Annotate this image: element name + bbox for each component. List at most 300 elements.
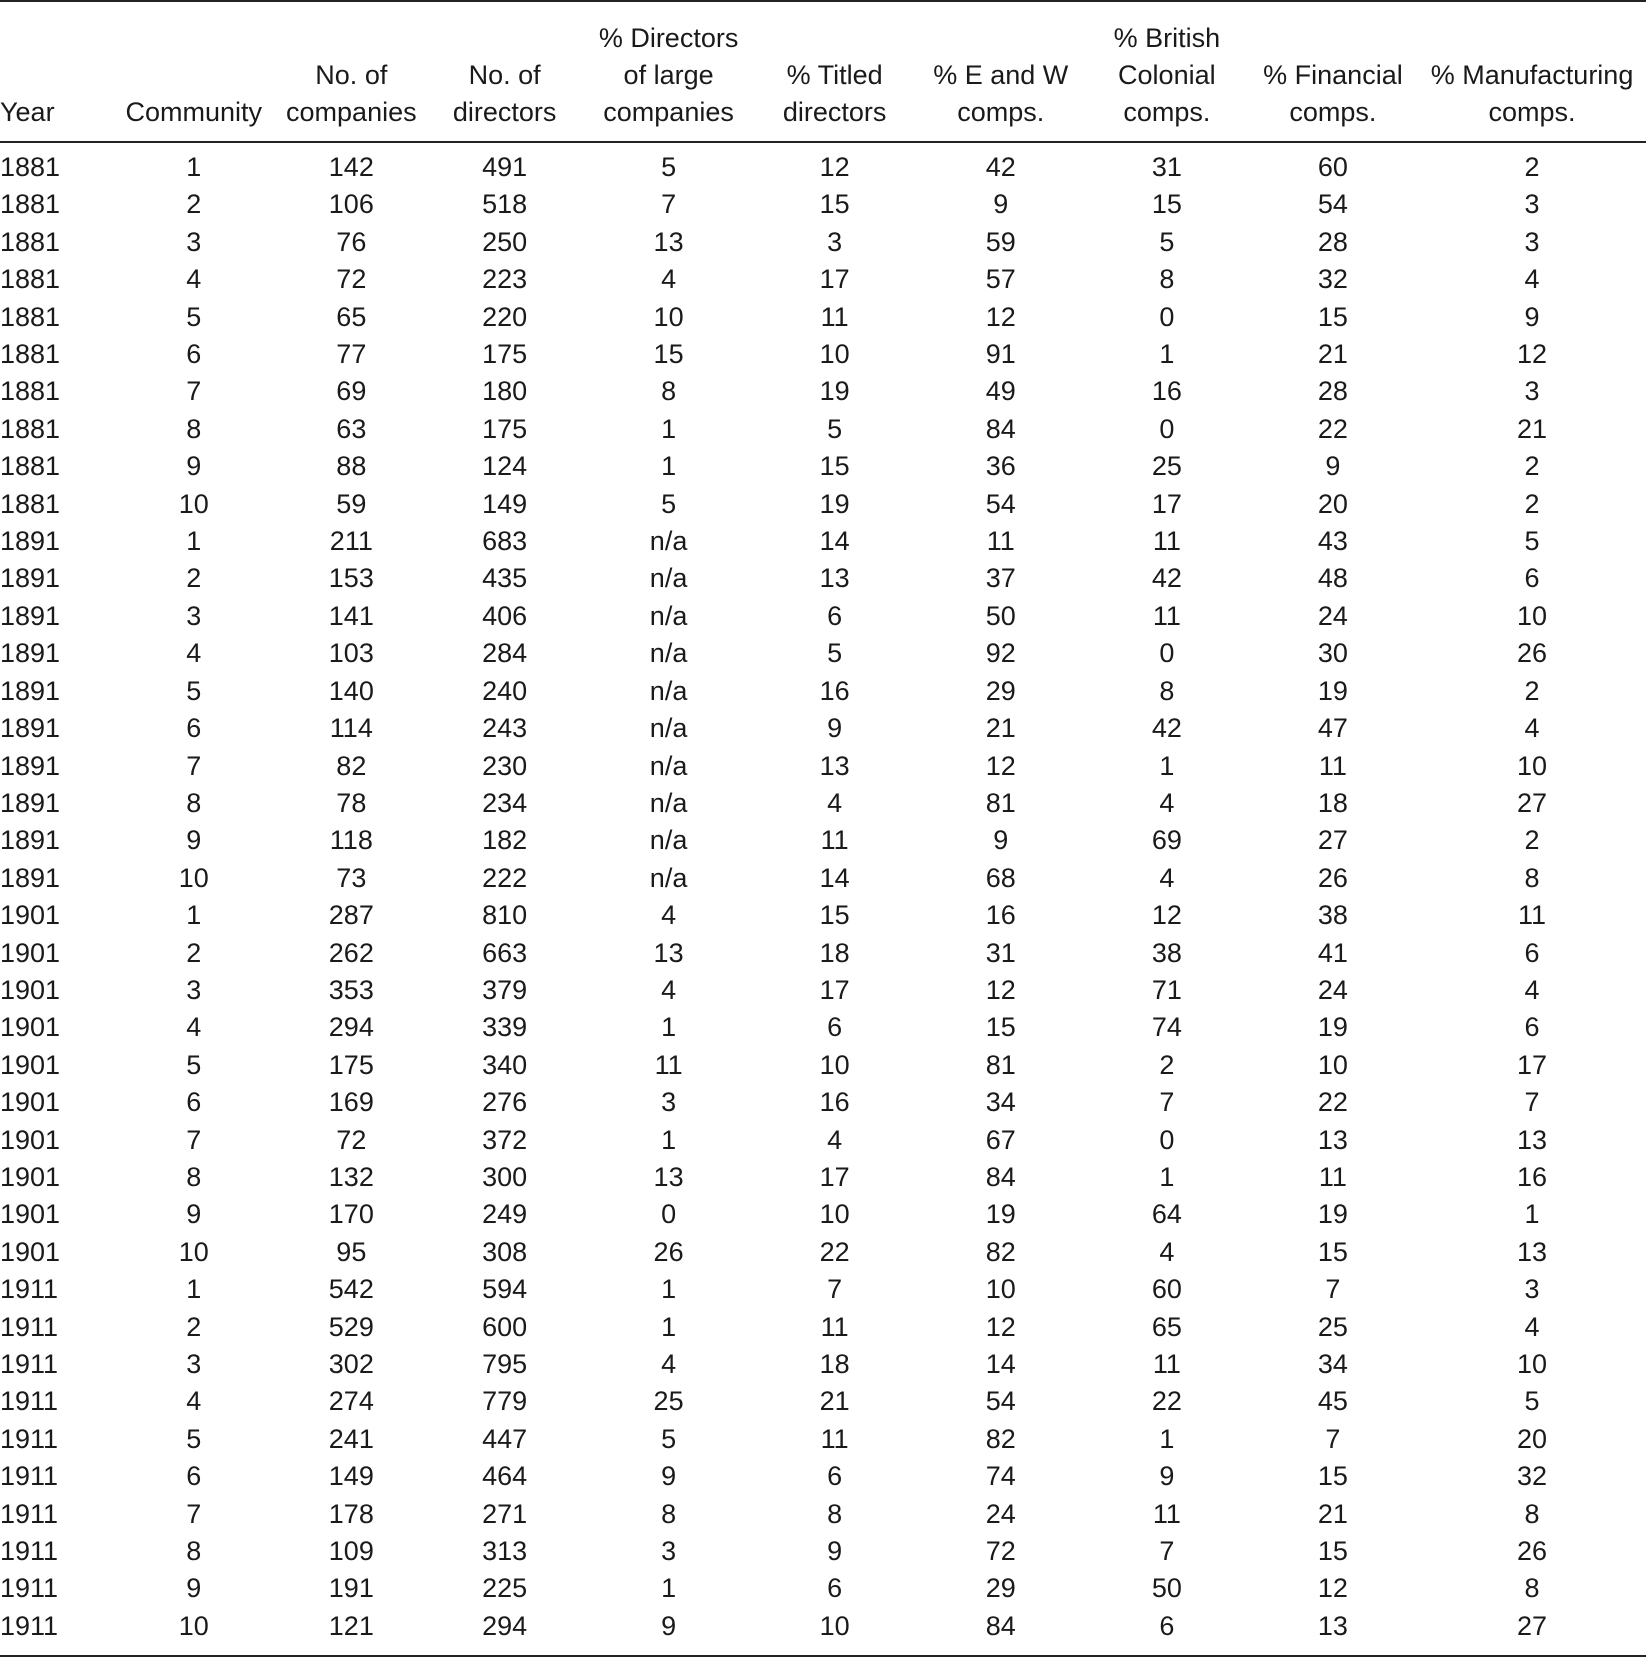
- table-cell: 9: [661, 1461, 677, 1492]
- table-cell: 464: [482, 1461, 528, 1492]
- table-cell: 294: [426, 1608, 584, 1656]
- table-cell: 1911: [0, 1461, 59, 1492]
- table-cell: 1901: [0, 900, 61, 931]
- table-cell: 9: [827, 713, 843, 744]
- table-cell: 1901: [0, 937, 61, 968]
- table-cell: 7: [186, 1124, 202, 1155]
- table-cell: n/a: [649, 862, 688, 893]
- table-cell: 142: [328, 152, 374, 182]
- table-cell: 372: [482, 1124, 528, 1155]
- table-cell: n/a: [649, 526, 688, 557]
- table-cell: 4: [661, 264, 677, 295]
- table-cell: 74: [985, 1461, 1016, 1492]
- table-cell: 31: [1151, 152, 1182, 182]
- column-header-line: directors: [782, 97, 887, 127]
- table-row: [0, 448, 1646, 485]
- table-cell: 5: [1159, 226, 1175, 257]
- table-cell: 1: [661, 1124, 677, 1155]
- table-cell: 1901: [0, 1087, 61, 1118]
- table-cell: 7: [1159, 1087, 1175, 1118]
- table-cell: 11: [1152, 600, 1181, 631]
- table-cell: 118: [329, 825, 373, 856]
- table-cell: 594: [482, 1274, 528, 1305]
- column-header-line: % British: [1113, 23, 1221, 53]
- table-cell: 8: [186, 787, 202, 818]
- table-cell: 1: [1159, 339, 1175, 370]
- table-cell: 74: [1151, 1012, 1182, 1043]
- table-cell: 2: [1524, 825, 1540, 856]
- table-cell: 48: [1317, 563, 1348, 594]
- table-cell: n/a: [649, 825, 688, 856]
- table-cell: 20: [1317, 488, 1348, 519]
- table-cell: 191: [328, 1573, 374, 1604]
- table-cell: 6: [827, 1012, 843, 1043]
- table-cell: 4: [1159, 862, 1175, 893]
- table-cell: 1891: [0, 787, 61, 818]
- table-cell: 222: [482, 862, 528, 893]
- table-cell: 7: [827, 1274, 843, 1305]
- table-cell: 25: [1151, 451, 1182, 482]
- table-cell: 9: [1524, 301, 1540, 332]
- table-cell: 6: [1086, 1608, 1248, 1656]
- table-cell: 1891: [0, 563, 61, 594]
- table-row: [0, 822, 1646, 859]
- table-row: [0, 299, 1646, 336]
- table-cell: 47: [1317, 713, 1348, 744]
- column-header-line: No. of: [315, 60, 388, 90]
- table-cell: 1901: [0, 1161, 61, 1192]
- column-header: [111, 1, 277, 142]
- table-cell: 41: [1317, 937, 1348, 968]
- table-cell: 149: [482, 488, 528, 519]
- table-cell: 11: [986, 526, 1015, 557]
- table-cell: 1891: [0, 862, 61, 893]
- table-cell: 15: [1317, 301, 1348, 332]
- table-cell: 5: [661, 1423, 677, 1454]
- table-cell: 0: [1159, 301, 1175, 332]
- table-cell: 24: [985, 1498, 1016, 1529]
- table-cell: 19: [819, 488, 850, 519]
- table-cell: 21: [1317, 339, 1348, 370]
- table-cell: 15: [819, 900, 850, 931]
- table-row: [0, 486, 1646, 523]
- table-cell: 15: [819, 451, 850, 482]
- table-cell: 683: [482, 526, 528, 557]
- table-cell: 7: [1325, 1274, 1341, 1305]
- table-row: [0, 142, 1646, 186]
- table-cell: 32: [1317, 264, 1348, 295]
- table-cell: 14: [819, 526, 850, 557]
- table-cell: 2: [1524, 488, 1540, 519]
- table-cell: 5: [186, 1049, 202, 1080]
- table-cell: 10: [819, 339, 850, 370]
- table-cell: 7: [1325, 1423, 1341, 1454]
- table-cell: 10: [819, 1199, 850, 1230]
- table-cell: 17: [819, 1161, 850, 1192]
- table-row: [0, 897, 1646, 934]
- table-cell: 9: [993, 189, 1009, 220]
- table-cell: 8: [186, 1161, 202, 1192]
- table-row: [0, 1271, 1646, 1308]
- table-cell: 274: [328, 1386, 374, 1417]
- table-cell: 11: [1152, 1349, 1181, 1379]
- table-cell: 3: [186, 1349, 202, 1379]
- table-cell: 11: [654, 1049, 683, 1080]
- table-cell: 12: [985, 750, 1016, 781]
- table-cell: 6: [827, 1573, 843, 1604]
- table-cell: 5: [186, 1423, 202, 1454]
- table-cell: 54: [1317, 189, 1348, 220]
- table-cell: 7: [661, 189, 677, 220]
- table-cell: 9: [186, 1573, 202, 1604]
- table-row: [0, 261, 1646, 298]
- table-cell: 1891: [0, 750, 61, 781]
- table-cell: 795: [482, 1349, 528, 1379]
- table-cell: 13: [653, 937, 684, 968]
- table-cell: 6: [186, 339, 202, 370]
- table-row: [0, 710, 1646, 747]
- table-cell: 313: [482, 1536, 528, 1567]
- table-cell: 34: [1317, 1349, 1348, 1379]
- table-cell: 225: [482, 1573, 528, 1604]
- table-cell: 42: [1151, 563, 1182, 594]
- table-cell: 17: [819, 974, 850, 1005]
- table-cell: 13: [1248, 1608, 1418, 1656]
- table-cell: 1881: [0, 488, 61, 519]
- table-cell: 15: [819, 189, 850, 220]
- table-cell: 249: [482, 1199, 528, 1230]
- table-cell: 124: [482, 451, 528, 482]
- table-cell: 42: [985, 152, 1016, 182]
- table-cell: 5: [1524, 526, 1540, 557]
- table-cell: 22: [1317, 1087, 1348, 1118]
- table-cell: 1881: [0, 376, 61, 407]
- table-cell: 19: [1317, 675, 1348, 706]
- table-cell: 8: [827, 1498, 843, 1529]
- table-cell: 69: [1151, 825, 1182, 856]
- table-cell: 6: [827, 600, 843, 631]
- table-cell: 12: [1317, 1573, 1348, 1604]
- table-cell: 10: [178, 488, 209, 519]
- table-cell: 92: [985, 638, 1016, 669]
- table-cell: 9: [583, 1608, 753, 1656]
- table-cell: 15: [653, 339, 684, 370]
- table-cell: 78: [336, 787, 367, 818]
- table-cell: 1901: [0, 1012, 61, 1043]
- table-row: [0, 1159, 1646, 1196]
- table-cell: 10: [1517, 750, 1548, 781]
- table-cell: 1: [186, 152, 202, 182]
- table-cell: 491: [482, 152, 528, 182]
- table-row: [0, 1533, 1646, 1570]
- table-cell: 26: [1517, 1536, 1548, 1567]
- table-cell: 294: [328, 1012, 374, 1043]
- table-cell: 106: [328, 189, 374, 220]
- table-cell: 27: [1517, 787, 1548, 818]
- table-row: [0, 186, 1646, 223]
- table-row: [0, 1047, 1646, 1084]
- table-cell: 6: [186, 1461, 202, 1492]
- table-cell: 36: [985, 451, 1016, 482]
- table-cell: 11: [820, 301, 849, 332]
- table-cell: 600: [482, 1311, 528, 1342]
- table-cell: 140: [328, 675, 374, 706]
- column-header-line: Colonial: [1118, 60, 1216, 90]
- table-cell: 8: [661, 376, 677, 407]
- table-cell: 175: [482, 339, 528, 370]
- table-cell: n/a: [649, 750, 688, 781]
- table-cell: 262: [328, 937, 374, 968]
- table-cell: 19: [1317, 1199, 1348, 1230]
- table-row: [0, 1458, 1646, 1495]
- column-header-line: % Financial: [1263, 60, 1403, 90]
- table-cell: 16: [819, 675, 850, 706]
- table-cell: 84: [985, 1161, 1016, 1192]
- table-cell: 7: [1524, 1087, 1540, 1118]
- table-row: [0, 748, 1646, 785]
- table-cell: 2: [186, 1311, 202, 1342]
- table-cell: 13: [1317, 1124, 1348, 1155]
- column-header-line: Community: [125, 97, 263, 127]
- table-row: [0, 935, 1646, 972]
- table-cell: 5: [827, 413, 843, 444]
- table-cell: 4: [1159, 1236, 1175, 1267]
- table-cell: 27: [1418, 1608, 1646, 1656]
- table-cell: 12: [985, 301, 1016, 332]
- table-cell: 11: [1152, 526, 1181, 557]
- table-cell: 8: [1524, 1573, 1540, 1604]
- table-cell: 11: [820, 1311, 849, 1342]
- table-cell: 65: [1151, 1311, 1182, 1342]
- table-cell: 95: [336, 1236, 367, 1267]
- table-row: [0, 1383, 1646, 1420]
- table-cell: 29: [985, 675, 1016, 706]
- table-cell: 1: [661, 1573, 677, 1604]
- table-row: [0, 1608, 1646, 1656]
- table-cell: n/a: [649, 638, 688, 669]
- table-cell: 250: [482, 226, 528, 257]
- table-cell: 15: [1317, 1536, 1348, 1567]
- table-cell: 65: [336, 301, 367, 332]
- table-cell: 300: [482, 1161, 528, 1192]
- table-row: [0, 336, 1646, 373]
- table-cell: 34: [985, 1087, 1016, 1118]
- table-cell: 91: [985, 339, 1016, 370]
- table-cell: 16: [819, 1087, 850, 1118]
- table-row: [0, 1346, 1646, 1383]
- table-cell: 30: [1317, 638, 1348, 669]
- table-cell: 663: [482, 937, 528, 968]
- table-cell: 12: [1517, 339, 1548, 370]
- table-cell: 4: [661, 1349, 677, 1379]
- table-cell: 10: [653, 301, 684, 332]
- table-cell: 49: [985, 376, 1016, 407]
- table-cell: 69: [336, 376, 367, 407]
- column-header: [426, 1, 584, 142]
- table-cell: 9: [1325, 451, 1341, 482]
- table-cell: 28: [1317, 376, 1348, 407]
- table-cell: 1881: [0, 226, 61, 257]
- table-cell: 13: [819, 750, 850, 781]
- table-cell: 9: [827, 1536, 843, 1567]
- column-header-line: No. of: [468, 60, 541, 90]
- table-cell: 10: [111, 1608, 277, 1656]
- table-cell: 1891: [0, 600, 61, 631]
- table-cell: 810: [482, 900, 528, 931]
- table-cell: 12: [985, 974, 1016, 1005]
- table-cell: 1881: [0, 339, 61, 370]
- table-cell: 82: [985, 1423, 1016, 1454]
- table-cell: 4: [1159, 787, 1175, 818]
- table-cell: 3: [661, 1536, 677, 1567]
- table-cell: 1891: [0, 638, 61, 669]
- table-cell: 26: [1517, 638, 1548, 669]
- table-cell: 230: [482, 750, 528, 781]
- table-cell: 63: [336, 413, 367, 444]
- table-cell: 13: [1517, 1124, 1548, 1155]
- table-cell: 7: [1159, 1536, 1175, 1567]
- table-cell: 1891: [0, 713, 61, 744]
- table-cell: 8: [186, 1536, 202, 1567]
- table-cell: 6: [186, 713, 202, 744]
- column-header: [916, 1, 1086, 142]
- table-cell: 1881: [0, 264, 61, 295]
- column-header-line: Year: [0, 97, 55, 127]
- table-cell: 8: [1159, 675, 1175, 706]
- table-cell: 240: [482, 675, 528, 706]
- table-cell: 353: [328, 974, 374, 1005]
- table-cell: 4: [1524, 974, 1540, 1005]
- table-row: [0, 1122, 1646, 1159]
- table-cell: 8: [1524, 862, 1540, 893]
- table-cell: 0: [1159, 1124, 1175, 1155]
- column-header-line: comps.: [1289, 97, 1377, 127]
- table-cell: 21: [985, 713, 1016, 744]
- table-cell: 0: [661, 1199, 677, 1230]
- table-cell: n/a: [649, 713, 688, 744]
- table-cell: 1911: [0, 1274, 59, 1305]
- table-cell: 18: [1317, 787, 1348, 818]
- column-header-line: % Titled: [786, 60, 883, 90]
- table-cell: 12: [819, 152, 850, 182]
- table-cell: 1901: [0, 1199, 61, 1230]
- table-cell: 19: [985, 1199, 1016, 1230]
- table-cell: 3: [186, 226, 202, 257]
- table-cell: 5: [827, 638, 843, 669]
- table-cell: 2: [1159, 1049, 1175, 1080]
- table-cell: 11: [1318, 1161, 1347, 1192]
- table-cell: 24: [1317, 974, 1348, 1005]
- table-cell: 276: [482, 1087, 528, 1118]
- table-cell: 72: [336, 1124, 367, 1155]
- table-cell: 18: [819, 1349, 850, 1379]
- table-cell: 59: [985, 226, 1016, 257]
- table-cell: 3: [1524, 1274, 1540, 1305]
- table-row: [0, 1009, 1646, 1046]
- table-cell: 9: [1159, 1461, 1175, 1492]
- table-cell: 4: [186, 1386, 202, 1417]
- table-cell: 11: [820, 825, 849, 856]
- table-cell: 10: [985, 1274, 1016, 1305]
- table-cell: 2: [1524, 675, 1540, 706]
- table-cell: 22: [819, 1236, 850, 1267]
- column-header: [1086, 1, 1248, 142]
- table-cell: 59: [336, 488, 367, 519]
- table-cell: 19: [819, 376, 850, 407]
- table-cell: 141: [328, 600, 374, 631]
- table-cell: 1: [1159, 1423, 1175, 1454]
- table-row: [0, 373, 1646, 410]
- table-cell: 29: [985, 1573, 1016, 1604]
- table-cell: 84: [985, 413, 1016, 444]
- table-cell: 302: [328, 1349, 374, 1379]
- table-cell: 3: [661, 1087, 677, 1118]
- table-cell: 16: [985, 900, 1016, 931]
- table-cell: 9: [993, 825, 1009, 856]
- table-cell: 13: [1517, 1236, 1548, 1267]
- table-cell: 271: [482, 1498, 528, 1529]
- table-cell: 1: [186, 900, 202, 931]
- table-row: [0, 673, 1646, 710]
- table-cell: 1: [661, 451, 677, 482]
- header-row: [0, 1, 1646, 142]
- table-cell: 28: [1317, 226, 1348, 257]
- table-cell: 1911: [0, 1573, 59, 1604]
- table-row: [0, 411, 1646, 448]
- table-cell: 308: [482, 1236, 528, 1267]
- table-cell: 178: [328, 1498, 374, 1529]
- table-cell: 169: [328, 1087, 374, 1118]
- table-cell: 8: [661, 1498, 677, 1529]
- table-cell: 31: [985, 937, 1016, 968]
- table-cell: 1911: [0, 1608, 111, 1656]
- table-cell: 82: [336, 750, 367, 781]
- table-cell: 4: [661, 974, 677, 1005]
- table-cell: 15: [985, 1012, 1016, 1043]
- table-cell: 8: [1524, 1498, 1540, 1529]
- table-cell: 149: [328, 1461, 374, 1492]
- column-header-line: % E and W: [933, 60, 1069, 90]
- table-cell: 1: [661, 1274, 677, 1305]
- table-cell: 2: [1524, 451, 1540, 482]
- table-cell: 4: [186, 1012, 202, 1043]
- table-cell: 406: [482, 600, 528, 631]
- table-cell: 3: [1524, 226, 1540, 257]
- table-cell: 109: [328, 1536, 374, 1567]
- table-cell: 25: [1317, 1311, 1348, 1342]
- table-cell: 1891: [0, 675, 61, 706]
- table-cell: 32: [1517, 1461, 1548, 1492]
- table-cell: 6: [1524, 1012, 1540, 1043]
- table-cell: 4: [827, 787, 843, 818]
- table-row: [0, 785, 1646, 822]
- table-cell: 24: [1317, 600, 1348, 631]
- column-header-line: of large: [623, 60, 714, 90]
- table-cell: 8: [1159, 264, 1175, 295]
- table-cell: 6: [186, 1087, 202, 1118]
- table-cell: 15: [1317, 1236, 1348, 1267]
- table-cell: n/a: [649, 600, 688, 631]
- table-cell: 60: [1151, 1274, 1182, 1305]
- table-cell: 153: [328, 563, 374, 594]
- table-cell: 16: [1151, 376, 1182, 407]
- table-cell: 5: [661, 488, 677, 519]
- table-cell: 8: [186, 413, 202, 444]
- table-cell: 220: [482, 301, 528, 332]
- table-cell: 1911: [0, 1498, 59, 1529]
- table-cell: 77: [336, 339, 367, 370]
- table-cell: 6: [827, 1461, 843, 1492]
